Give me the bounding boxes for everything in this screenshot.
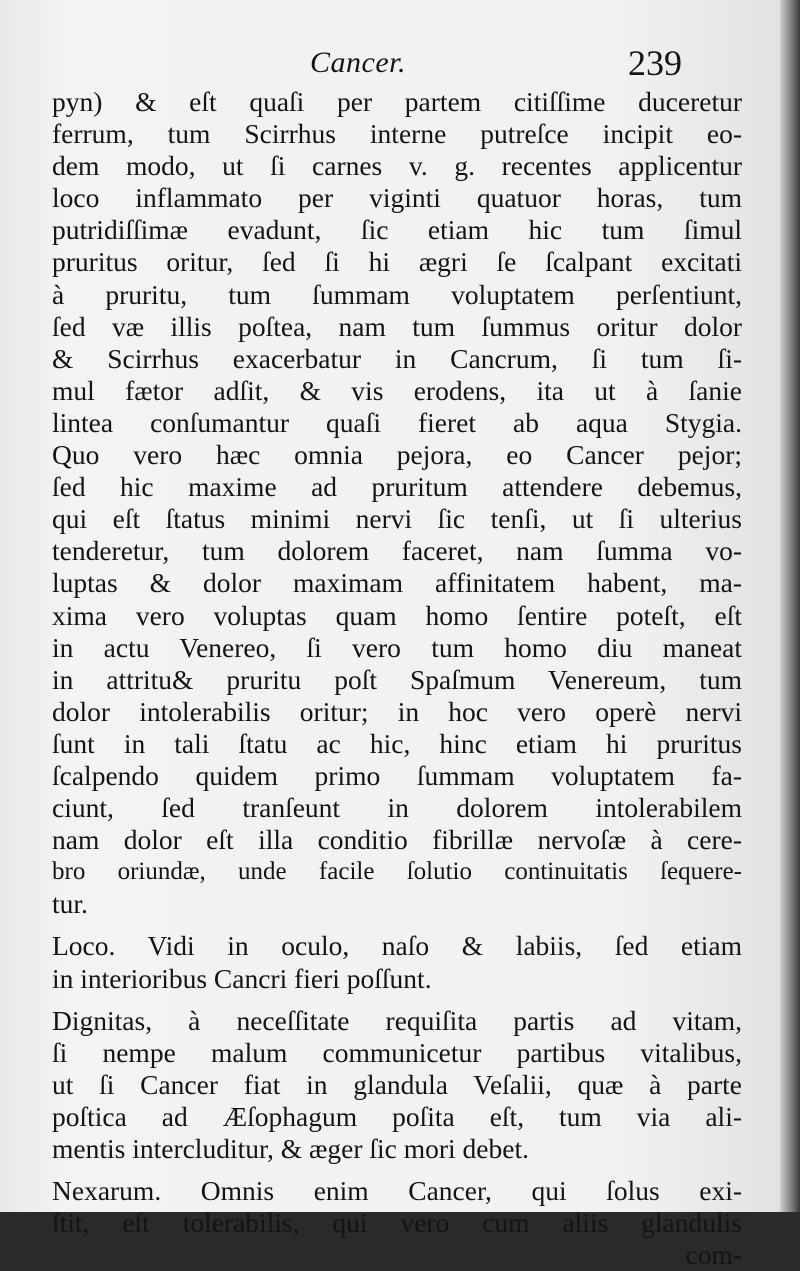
text-line: loco inflammato per viginti quatuor horas, tum bbox=[52, 182, 742, 214]
text-line: ſunt in tali ſtatu ac hic, hinc etiam hi pruritus bbox=[52, 727, 742, 759]
text-line: Nexarum. Omnis enim Cancer, qui ſolus exi- bbox=[52, 1175, 742, 1207]
text-line: dolor intolerabilis oritur; in hoc vero operè nervi bbox=[52, 695, 742, 727]
text-line: in interioribus Cancri fieri poſſunt. bbox=[52, 962, 432, 994]
text-line: ſi nempe malum communicetur partibus vitalibus, bbox=[52, 1036, 742, 1068]
text-line: ſcalpendo quidem primo ſummam voluptatem fa- bbox=[52, 759, 742, 791]
text-line: mentis intercluditur, & æger ſic mori debet. bbox=[52, 1133, 529, 1164]
text-line: ferrum, tum Scirrhus interne putreſce incipit eo- bbox=[52, 118, 742, 150]
text-line: pruritus oritur, ſed ſi hi ægri ſe ſcalpant excitati bbox=[52, 246, 742, 278]
text-line: ſtit, eſt tolerabilis, qui vero cum aliis glandulis bbox=[52, 1207, 742, 1239]
text-line: putridiſſimæ evadunt, ſic etiam hic tum ſimul bbox=[52, 214, 742, 246]
text-line: à pruritu, tum ſummam voluptatem perſentiunt, bbox=[52, 278, 742, 310]
paragraph-gap bbox=[52, 1165, 742, 1175]
running-head: Cancer. bbox=[310, 46, 406, 79]
text-line: in attritu& pruritu poſt Spaſmum Venereum, tum bbox=[52, 663, 742, 695]
text-line: dem modo, ut ſi carnes v. g. recentes applicentur bbox=[52, 150, 742, 182]
text-line: mul fætor adſit, & vis erodens, ita ut à ſanie bbox=[52, 374, 742, 406]
text-line: poſtica ad Æſophagum poſita eſt, tum via ali- bbox=[52, 1100, 742, 1132]
page-number: 239 bbox=[628, 43, 682, 83]
paragraph-gap bbox=[52, 995, 742, 1005]
text-line: xima vero voluptas quam homo ſentire poteſt, eſt bbox=[52, 599, 742, 631]
text-line: & Scirrhus exacerbatur in Cancrum, ſi tum ſi- bbox=[52, 342, 742, 374]
catchword: com- bbox=[685, 1239, 742, 1271]
text-line: tur. bbox=[52, 888, 88, 920]
text-line: pyn) & eſt quaſi per partem citiſſime duceretur bbox=[52, 86, 742, 117]
text-line: lintea conſumantur quaſi fieret ab aqua Stygia. bbox=[52, 406, 742, 438]
text-line: Quo vero hæc omnia pejora, eo Cancer pejor; bbox=[52, 439, 742, 471]
text-line: in actu Venereo, ſi vero tum homo diu maneat bbox=[52, 631, 742, 663]
text-line: nam dolor eſt illa conditio fibrillæ nervoſæ à cere- bbox=[52, 824, 742, 856]
text-line: Loco. Vidi in oculo, naſo & labiis, ſed etiam bbox=[52, 930, 742, 962]
body-text bbox=[52, 86, 742, 1271]
text-line: ut ſi Cancer fiat in glandula Veſalii, quæ à parte bbox=[52, 1068, 742, 1100]
text-line: luptas & dolor maximam affinitatem habent, ma- bbox=[52, 567, 742, 599]
text-line: ſed væ illis poſtea, nam tum ſummus oritur dolor bbox=[52, 310, 742, 342]
page-edge bbox=[780, 0, 800, 1212]
text-line: tenderetur, tum dolorem faceret, nam ſumma vo- bbox=[52, 535, 742, 567]
text-line: Dignitas, à neceſſitate requiſita partis ad vitam, bbox=[52, 1004, 742, 1036]
text-line: ciunt, ſed tranſeunt in dolorem intolerabilem bbox=[52, 792, 742, 824]
text-line: ſed hic maxime ad pruritum attendere debemus, bbox=[52, 471, 742, 503]
text-line: qui eſt ſtatus minimi nervi ſic tenſi, ut ſi ulterius bbox=[52, 503, 742, 535]
text-line: bro oriundæ, unde facile ſolutio continuitatis ſequere- bbox=[52, 858, 742, 886]
paragraph-gap bbox=[52, 920, 742, 930]
